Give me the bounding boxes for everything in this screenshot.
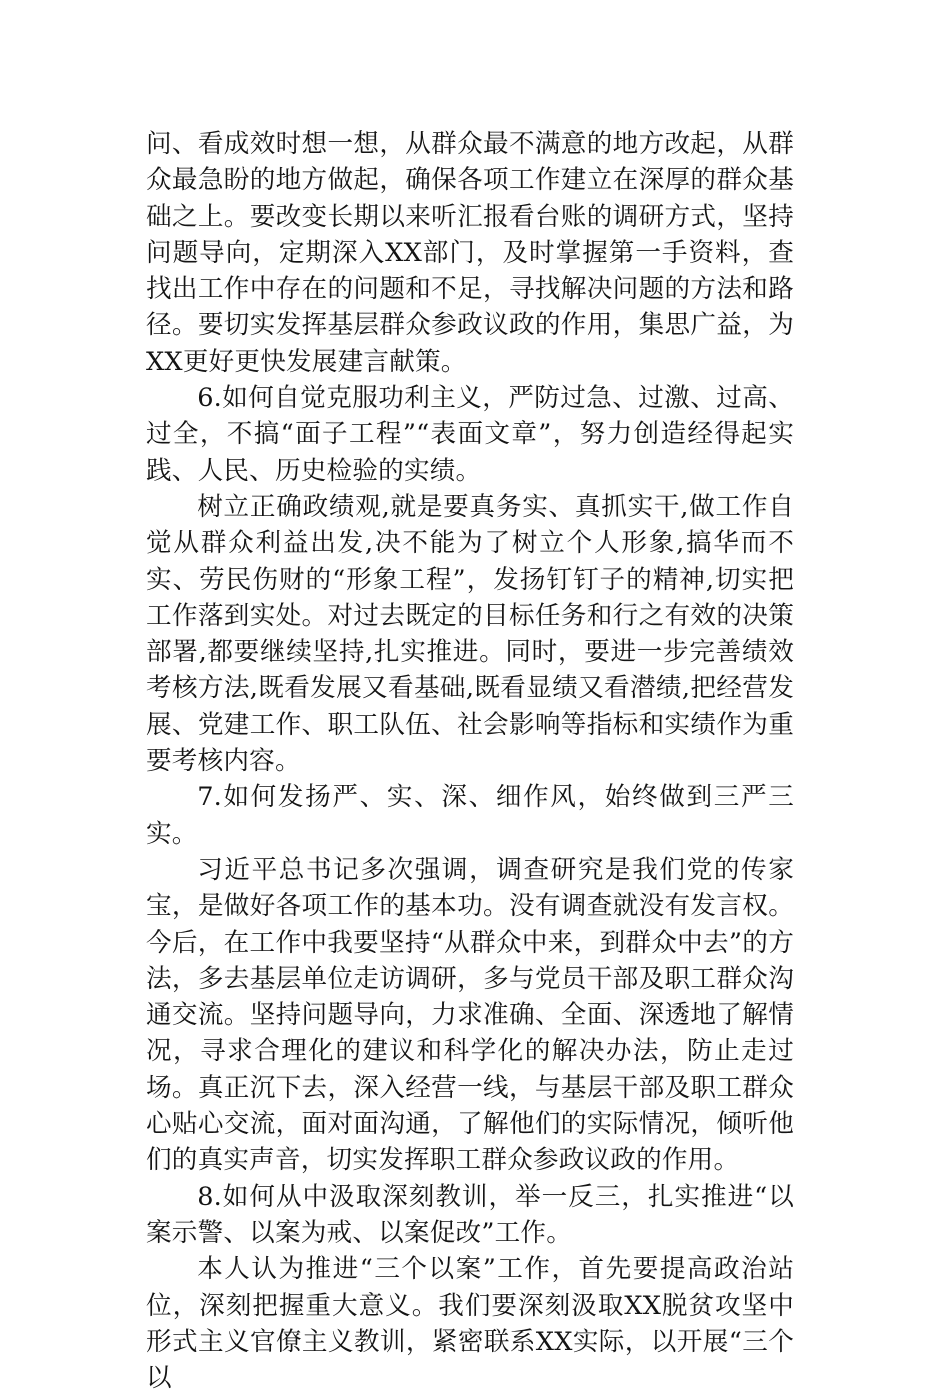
question-7: 7.如何发扬严、实、深、细作风，始终做到三严三实。 — [146, 782, 794, 849]
answer-8: 本人认为推进“三个以案”工作，首先要提高政治站位，深刻把握重大意义。我们要深刻汲取XX脱贫攻坚中形式主义官僚主义教训，紧密联系XX实际，以开展“三个以 — [146, 1254, 794, 1394]
paragraph-continuation: 问、看成效时想一想，从群众最不满意的地方改起，从群众最急盼的地方做起，确保各项工作建立在深厚的群众基础之上。要改变长期以来听汇报看台账的调研方式，坚持问题导向，定期深入XX部门，及时掌握第一手资料，查找出工作中存在的问题和不足，寻找解决问题的方法和路径。要切实发挥基层群众参政议政的作用，集思广益，为XX更好更快发展建言献策。 — [146, 129, 794, 377]
answer-6: 树立正确政绩观,就是要真务实、真抓实干,做工作自觉从群众利益出发,决不能为了树立个人形象,搞华而不实、劳民伤财的“形象工程”，发扬钉钉子的精神,切实把工作落到实处。对过去既定的目标任务和行之有效的决策部署,都要继续坚持,扎实推进。同时，要进一步完善绩效考核方法,既看发展又看基础,既看显绩又看潜绩,把经营发展、党建工作、职工队伍、社会影响等指标和实绩作为重要考核内容。 — [146, 491, 794, 777]
question-8: 8.如何从中汲取深刻教训，举一反三，扎实推进“以案示警、以案为戒、以案促改”工作。 — [146, 1181, 794, 1248]
answer-7: 习近平总书记多次强调，调查研究是我们党的传家宝，是做好各项工作的基本功。没有调查就没有发言权。今后，在工作中我要坚持“从群众中来，到群众中去”的方法，多去基层单位走访调研，多与党员干部及职工群众沟通交流。坚持问题导向，力求准确、全面、深透地了解情况，寻求合理化的建议和科学化的解决办法，防止走过场。真正沉下去，深入经营一线，与基层干部及职工群众心贴心交流，面对面沟通，了解他们的实际情况，倾听他们的真实声音，切实发挥职工群众参政议政的作用。 — [146, 854, 794, 1176]
body-text — [146, 126, 794, 1396]
question-6: 6.如何自觉克服功利主义，严防过急、过激、过高、过全，不搞“面子工程”“表面文章”，努力创造经得起实践、人民、历史检验的实绩。 — [146, 383, 794, 486]
